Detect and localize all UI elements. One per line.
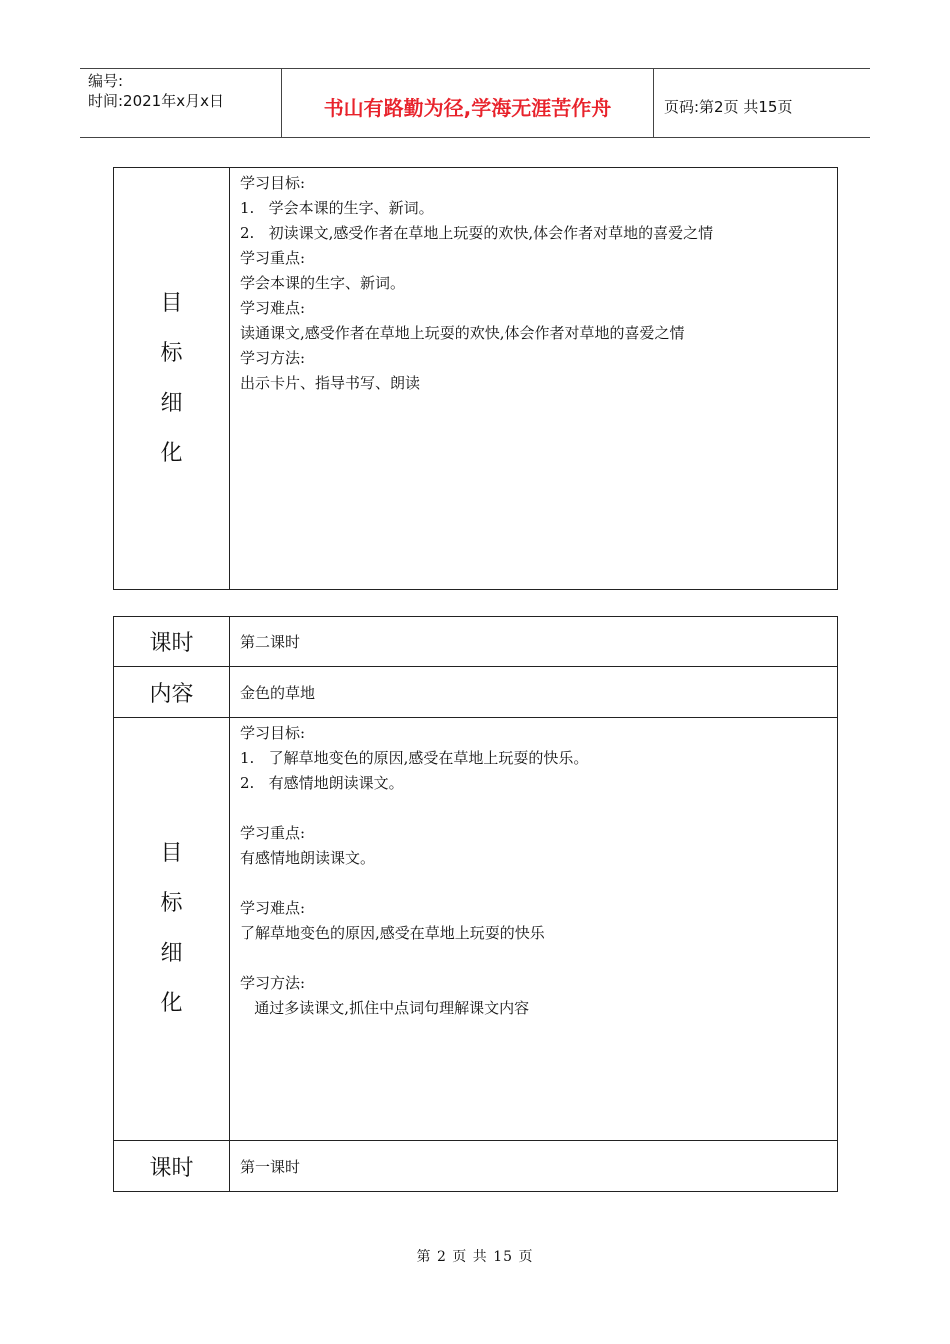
page-footer: 第 2 页 共 15 页	[416, 1249, 534, 1265]
keshi-label: 课时	[114, 617, 230, 667]
goal-line: 学习难点:	[240, 299, 306, 317]
time-label: 时间:2021年x月x日	[88, 92, 224, 110]
goal-line: 学会本课的生字、新词。	[240, 274, 406, 292]
header-meta	[80, 69, 282, 137]
goal-line: 2. 初读课文,感受作者在草地上玩耍的欢快,体会作者对草地的喜爱之情	[240, 224, 714, 242]
goal-line: 1. 学会本课的生字、新词。	[240, 199, 434, 217]
goal-line: 学习重点:	[240, 824, 306, 842]
goal-line: 学习难点:	[240, 899, 306, 917]
goal-line: 2. 有感情地朗读课文。	[240, 774, 404, 792]
number-label: 编号:	[88, 72, 124, 90]
keshi-label: 课时	[114, 1141, 230, 1192]
goal-line: 学习目标:	[240, 724, 306, 742]
goals-table-1	[113, 167, 838, 590]
goal-line: 通过多读课文,抓住中点词句理解课文内容	[240, 999, 530, 1017]
goal-line: 读通课文,感受作者在草地上玩耍的欢快,体会作者对草地的喜爱之情	[240, 324, 685, 342]
side-char: 细	[160, 390, 183, 416]
side-char: 目	[160, 841, 183, 866]
goals-side-label	[114, 718, 230, 1141]
side-char: 细	[160, 941, 183, 966]
goals-content	[230, 718, 838, 1141]
side-char: 标	[160, 340, 183, 366]
goal-line: 有感情地朗读课文。	[240, 849, 376, 867]
goals-content	[230, 168, 838, 590]
side-char: 化	[160, 440, 183, 466]
goal-line	[240, 946, 837, 971]
header-motto: 书山有路勤为径,学海无涯苦作舟	[282, 69, 654, 137]
side-char: 化	[160, 991, 183, 1016]
side-char: 标	[160, 891, 183, 916]
goal-line	[240, 871, 837, 896]
goal-line: 学习重点:	[240, 249, 306, 267]
goal-line: 学习方法:	[240, 974, 306, 992]
keshi-value: 第二课时	[230, 617, 838, 667]
neirong-label: 内容	[114, 667, 230, 718]
keshi-value: 第一课时	[230, 1141, 838, 1192]
goal-line: 学习方法:	[240, 349, 306, 367]
goal-line: 学习目标:	[240, 174, 306, 192]
page-header	[80, 68, 870, 138]
lesson-table-2	[113, 616, 838, 1192]
goals-side-label	[114, 168, 230, 590]
header-page-info: 页码:第2页 共15页	[664, 97, 793, 116]
goal-line	[240, 796, 837, 821]
neirong-value: 金色的草地	[230, 667, 838, 718]
goal-line: 出示卡片、指导书写、朗读	[240, 374, 421, 392]
side-char: 目	[160, 290, 183, 316]
goal-line: 1. 了解草地变色的原因,感受在草地上玩耍的快乐。	[240, 749, 589, 767]
goal-line: 了解草地变色的原因,感受在草地上玩耍的快乐	[240, 924, 545, 942]
